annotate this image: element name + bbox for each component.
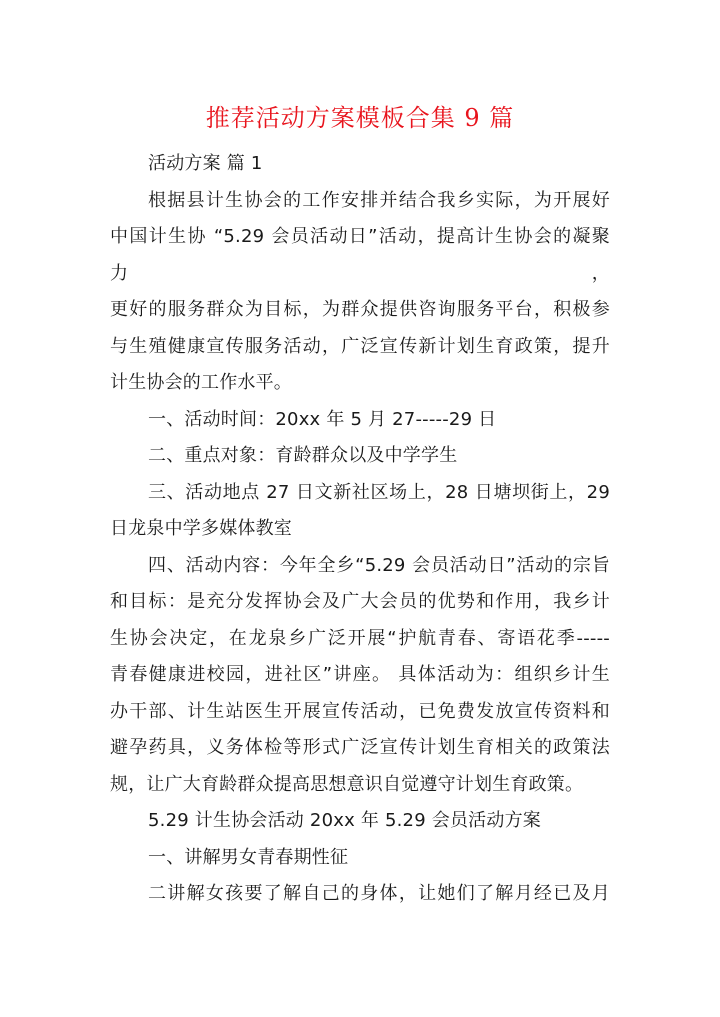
text-line: 与生殖健康宣传服务活动，广泛宣传新计划生育政策，提升 [110,335,610,357]
text-line: 规，让广大育龄群众提高思想意识自觉遵守计划生育政策。 [110,773,584,795]
text-line: 二讲解女孩要了解自己的身体，让她们了解月经已及月 [148,883,610,904]
text-line: 中国计生协 “5.29 会员活动日”活动，提高计生协会的凝聚力， [110,226,610,284]
paragraph-activity-time [110,402,610,439]
paragraph-activity-content [110,548,610,804]
text-line: 一、讲解男女青春期性征 [148,846,349,868]
text-line: 根据县计生协会的工作安排并结合我乡实际，为开展好 [148,189,610,211]
paragraph-section-heading [110,146,610,183]
text-line: 三、活动地点 27 日文新社区场上，28 日塘坝街上，29 [148,481,610,503]
text-line: 四、活动内容：今年全乡“5.29 会员活动日”活动的宗旨 [148,554,610,576]
paragraph-activity-location [110,475,610,548]
text-line: 计生协会的工作水平。 [110,372,292,393]
text-line: 生协会决定，在龙泉乡广泛开展“护航青春、寄语花季----- [110,627,610,649]
text-line: 办干部、计生站医生开展宣传活动，已免费发放宣传资料和 [110,700,610,722]
paragraph-item-one [110,840,610,877]
text-line: 日龙泉中学多媒体教室 [110,518,292,539]
text-line: 和目标：是充分发挥协会及广大会员的优势和作用，我乡计 [110,591,610,612]
paragraph-intro [110,183,610,402]
document-title: 推荐活动方案模板合集 9 篇 [205,104,515,132]
document-body [110,146,610,913]
text-line: 一、活动时间：20xx 年 5 月 27-----29 日 [148,408,497,430]
paragraph-subtitle [110,803,610,840]
text-line: 更好的服务群众为目标，为群众提供咨询服务平台，积极参 [110,299,610,320]
text-line: 5.29 计生协会活动 20xx 年 5.29 会员活动方案 [148,810,541,831]
paragraph-item-two [110,876,610,913]
text-line: 避孕药具，义务体检等形式广泛宣传计划生育相关的政策法 [110,737,610,758]
paragraph-target-audience [110,438,610,475]
text-line: 二、重点对象：育龄群众以及中学学生 [148,445,458,466]
text-line: 青春健康进校园，进社区”讲座。 具体活动为：组织乡计生 [110,664,610,685]
text-line: 活动方案 篇 1 [148,153,263,174]
